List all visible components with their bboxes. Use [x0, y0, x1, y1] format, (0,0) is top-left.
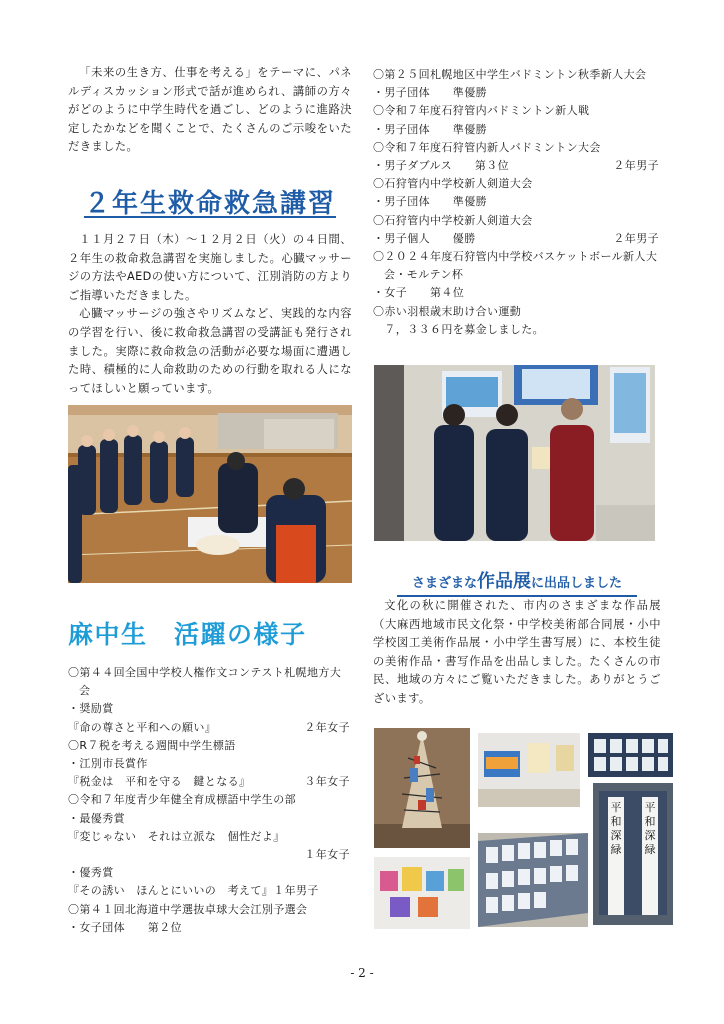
achievement-recipient: ３年女子	[304, 775, 350, 789]
calligraphy-column: 平和 深緑	[642, 797, 658, 915]
achievement-line: 〇令和７年度石狩管内バドミントン新人戦	[373, 104, 590, 118]
lifesaving-paragraph-1: １１月２７日（木）～１２月２日（火）の４日間、２年生の救命救急講習を実施しました。心臓マッサージの方法やAEDの使い方について、江別消防の方よりご指導いただきました。	[68, 232, 352, 302]
achievement-line: ・男子団体 準優勝	[373, 122, 487, 136]
achievement-line: 〇石狩管内中学校新人剣道大会	[373, 177, 533, 191]
achievement-line: ・女子 第４位	[373, 286, 465, 300]
intro-paragraph: 「未来の生き方、仕事を考える」をテーマに、パネルディスカッション形式で話が進められ、講師の方々がどのように中学生時代を過ごし、どのように進路決定したかなどを聞くことで、たくさんのご示唆をいただきました。	[68, 66, 352, 154]
exhibition-title-big: 作品展	[477, 571, 531, 592]
achievement-text: ・男子ダブルス 第３位	[373, 159, 510, 173]
achievement-line: 〇２０２４年度石狩管内中学校バスケットボール新人大会・モルテン杯	[373, 250, 658, 282]
calligraphy-stand-photo	[593, 783, 673, 925]
achievements-right-list	[373, 66, 661, 339]
achievement-recipient: ２年男子	[613, 159, 659, 173]
achievement-line: ・女子団体 第２位	[68, 920, 182, 934]
calligraphy-column: 平和 深緑	[608, 797, 624, 915]
achievement-line: 〇第２５回札幌地区中学生バドミントン秋季新人大会	[373, 68, 647, 81]
sculpture-photo	[374, 728, 470, 848]
achievement-text: 『命の尊さと平和への願い』	[68, 720, 217, 734]
achievement-line: 〇令和７年度青少年健全育成標語中学生の部	[68, 793, 296, 807]
achievement-line	[373, 157, 661, 175]
exhibition-title-prefix: さまざまな	[411, 576, 477, 591]
achievement-line: ・男子団体 準優勝	[373, 195, 487, 209]
lifesaving-paragraph-2: 心臓マッサージの強さやリズムなど、実践的な内容の学習を行い、後に救命救急講習の受講証も発行されました。実際に救命救急の活動が必要な場面に遭遇した時、積極的に人命救助のための行動を取れる人になってほしいと願っています。	[68, 307, 352, 395]
exhibition-title-suffix: に出品しました	[531, 576, 623, 591]
left-column	[68, 64, 352, 398]
achievement-line	[68, 719, 352, 737]
achievement-line: ・奨励賞	[68, 702, 114, 716]
calligraphy-board	[599, 791, 667, 915]
achievement-line	[68, 846, 352, 864]
achievement-text: ・男子個人 優勝	[373, 231, 476, 245]
achievement-line: 〇令和７年度石狩管内新人バドミントン大会	[373, 140, 601, 154]
lifesaving-title: ２年生救命救急講習	[83, 188, 336, 219]
achievement-line	[373, 230, 661, 248]
achievement-line: 〇第４４回全国中学校人権作文コンテスト札幌地方大会	[68, 666, 342, 698]
art-panels-photo	[478, 833, 588, 927]
achievement-line: 『その誘い ほんとにいいの 考えて』１年男子	[68, 884, 319, 898]
exhibition-title	[397, 567, 637, 597]
page-number: - 2 -	[350, 966, 374, 980]
exhibition-paragraph: 文化の秋に開催された、市内のさまざまな作品展（大麻西地域市民文化祭・中学校美術部合同展・小中学校図工美術作品展・小中学生書写展）に、本校生徒の美術作品・書写作品を出品しました。たくさんの市民、地域の方々にご覧いただきました。ありがとうございます。	[373, 599, 661, 705]
achievements-title: 麻中生 活躍の様子	[68, 620, 307, 649]
achievements-left-list	[68, 664, 352, 937]
achievement-line: ・最優秀賞	[68, 811, 125, 825]
achievement-line: 〇第４１回北海道中学選抜卓球大会江別予選会	[68, 902, 308, 916]
achievement-line: 〇R７税を考える週間中学生標語	[68, 738, 236, 752]
achievement-line	[68, 773, 352, 791]
achievement-recipient: ２年男子	[613, 231, 659, 245]
red-feather-photo	[374, 365, 655, 541]
achievement-line: ７，３３６円を募金しました。	[373, 322, 544, 336]
achievement-line: 〇赤い羽根歳末助け合い運動	[373, 304, 522, 318]
art-wall-photo	[374, 857, 470, 929]
achievement-recipient: ２年女子	[304, 720, 350, 734]
achievement-line: ・江別市長賞作	[68, 757, 148, 771]
calligraphy-board-photo	[588, 733, 673, 777]
achievement-line: ・男子団体 準優勝	[373, 86, 487, 100]
achievement-text: 『税金は 平和を守る 鍵となる』	[68, 775, 251, 789]
achievement-line: ・優秀賞	[68, 866, 114, 880]
achievement-recipient: １年女子	[304, 848, 350, 862]
achievement-line: 〇石狩管内中学校新人剣道大会	[373, 213, 533, 227]
achievement-line: 『変じゃない それは立派な 個性だよ』	[68, 829, 285, 843]
art-display-photo-1	[478, 733, 580, 807]
lifesaving-photo	[68, 405, 352, 583]
